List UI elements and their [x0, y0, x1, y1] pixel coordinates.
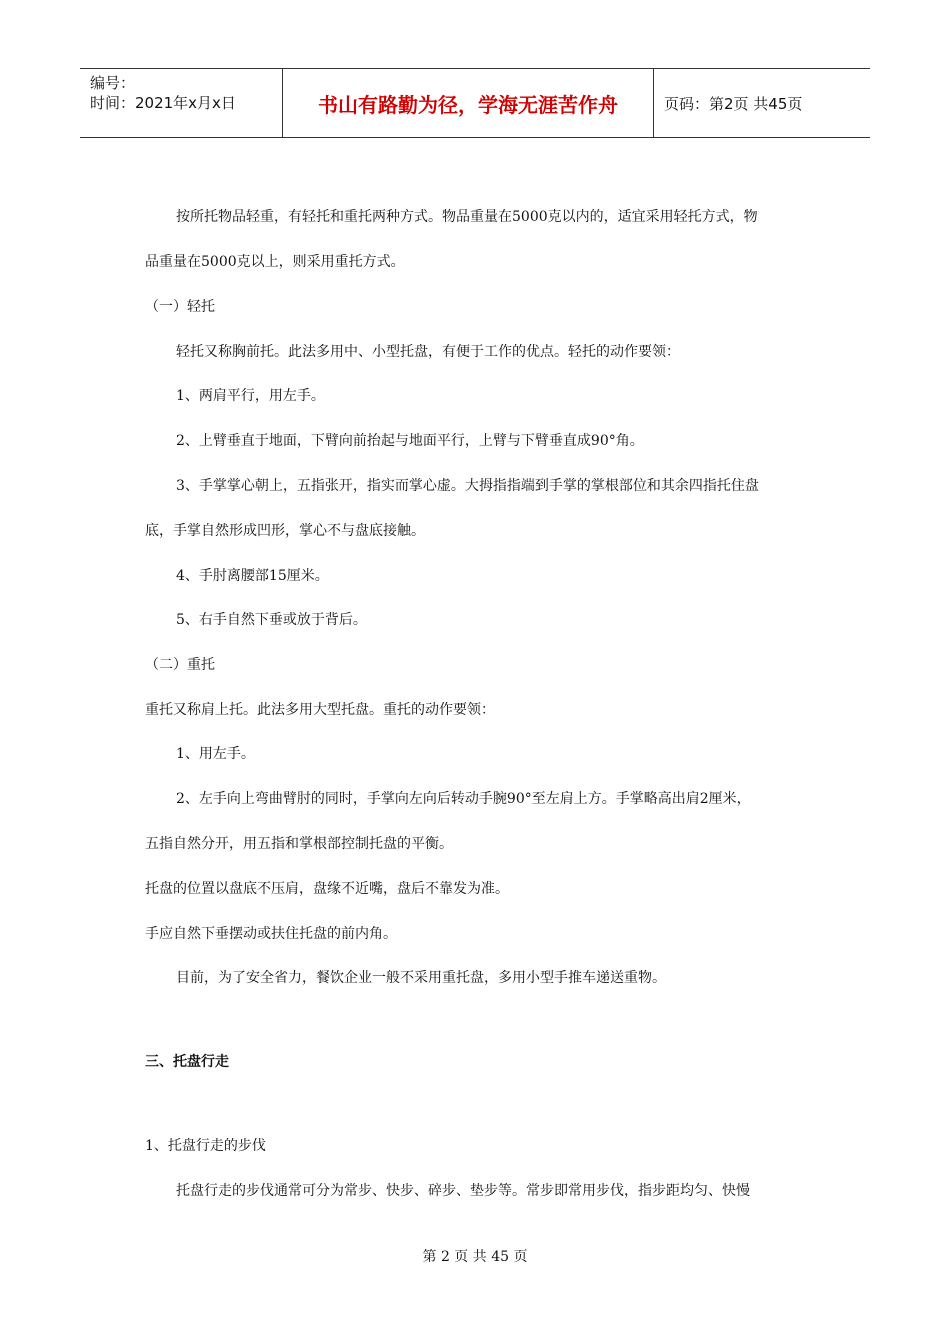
list-item: 5、右手自然下垂或放于背后。	[176, 612, 367, 628]
list-item: 1、两肩平行，用左手。	[176, 388, 325, 404]
paragraph-line: 手应自然下垂摆动或扶住托盘的前内角。	[145, 926, 397, 942]
section-heading: （二）重托	[145, 657, 215, 673]
subsection-heading: 1、托盘行走的步伐	[145, 1138, 266, 1154]
list-item: 4、手肘离腰部15厘米。	[176, 568, 329, 584]
paragraph-line: 五指自然分开，用五指和掌根部控制托盘的平衡。	[145, 836, 453, 852]
paragraph-line: 托盘行走的步伐通常可分为常步、快步、碎步、垫步等。常步即常用步伐，指步距均匀、快慢	[176, 1183, 750, 1199]
paragraph-line: 重托又称肩上托。此法多用大型托盘。重托的动作要领：	[145, 702, 495, 718]
header-meta	[80, 69, 282, 137]
paragraph-line: 底，手掌自然形成凹形，掌心不与盘底接触。	[145, 523, 425, 539]
paragraph-line: 按所托物品轻重，有轻托和重托两种方式。物品重量在5000克以内的，适宜采用轻托方式，物	[176, 209, 758, 225]
page-header	[80, 68, 870, 138]
header-motto: 书山有路勤为径，学海无涯苦作舟	[282, 69, 654, 137]
paragraph-line: 品重量在5000克以上，则采用重托方式。	[145, 254, 405, 270]
chapter-heading: 三、托盘行走	[145, 1054, 229, 1070]
list-item: 2、上臂垂直于地面，下臂向前抬起与地面平行，上臂与下臂垂直成90°角。	[176, 433, 644, 449]
number-label: 编号：	[90, 74, 136, 92]
section-heading: （一）轻托	[145, 299, 215, 315]
header-page-info: 页码：第2页 共45页	[664, 94, 803, 113]
paragraph-line: 目前，为了安全省力，餐饮企业一般不采用重托盘，多用小型手推车递送重物。	[176, 970, 666, 986]
list-item: 2、左手向上弯曲臂肘的同时，手掌向左向后转动手腕90°至左肩上方。手掌略高出肩2厘米，	[176, 791, 751, 807]
list-item: 1、用左手。	[176, 746, 255, 762]
time-label: 时间：2021年x月x日	[90, 94, 236, 112]
paragraph-line: 轻托又称胸前托。此法多用中、小型托盘，有便于工作的优点。轻托的动作要领：	[176, 344, 680, 360]
paragraph-line: 托盘的位置以盘底不压肩，盘缘不近嘴，盘后不靠发为准。	[145, 881, 509, 897]
list-item: 3、手掌掌心朝上，五指张开，指实而掌心虚。大拇指指端到手掌的掌根部位和其余四指托住盘	[176, 478, 759, 494]
page-footer: 第 2 页 共 45 页	[422, 1249, 528, 1265]
